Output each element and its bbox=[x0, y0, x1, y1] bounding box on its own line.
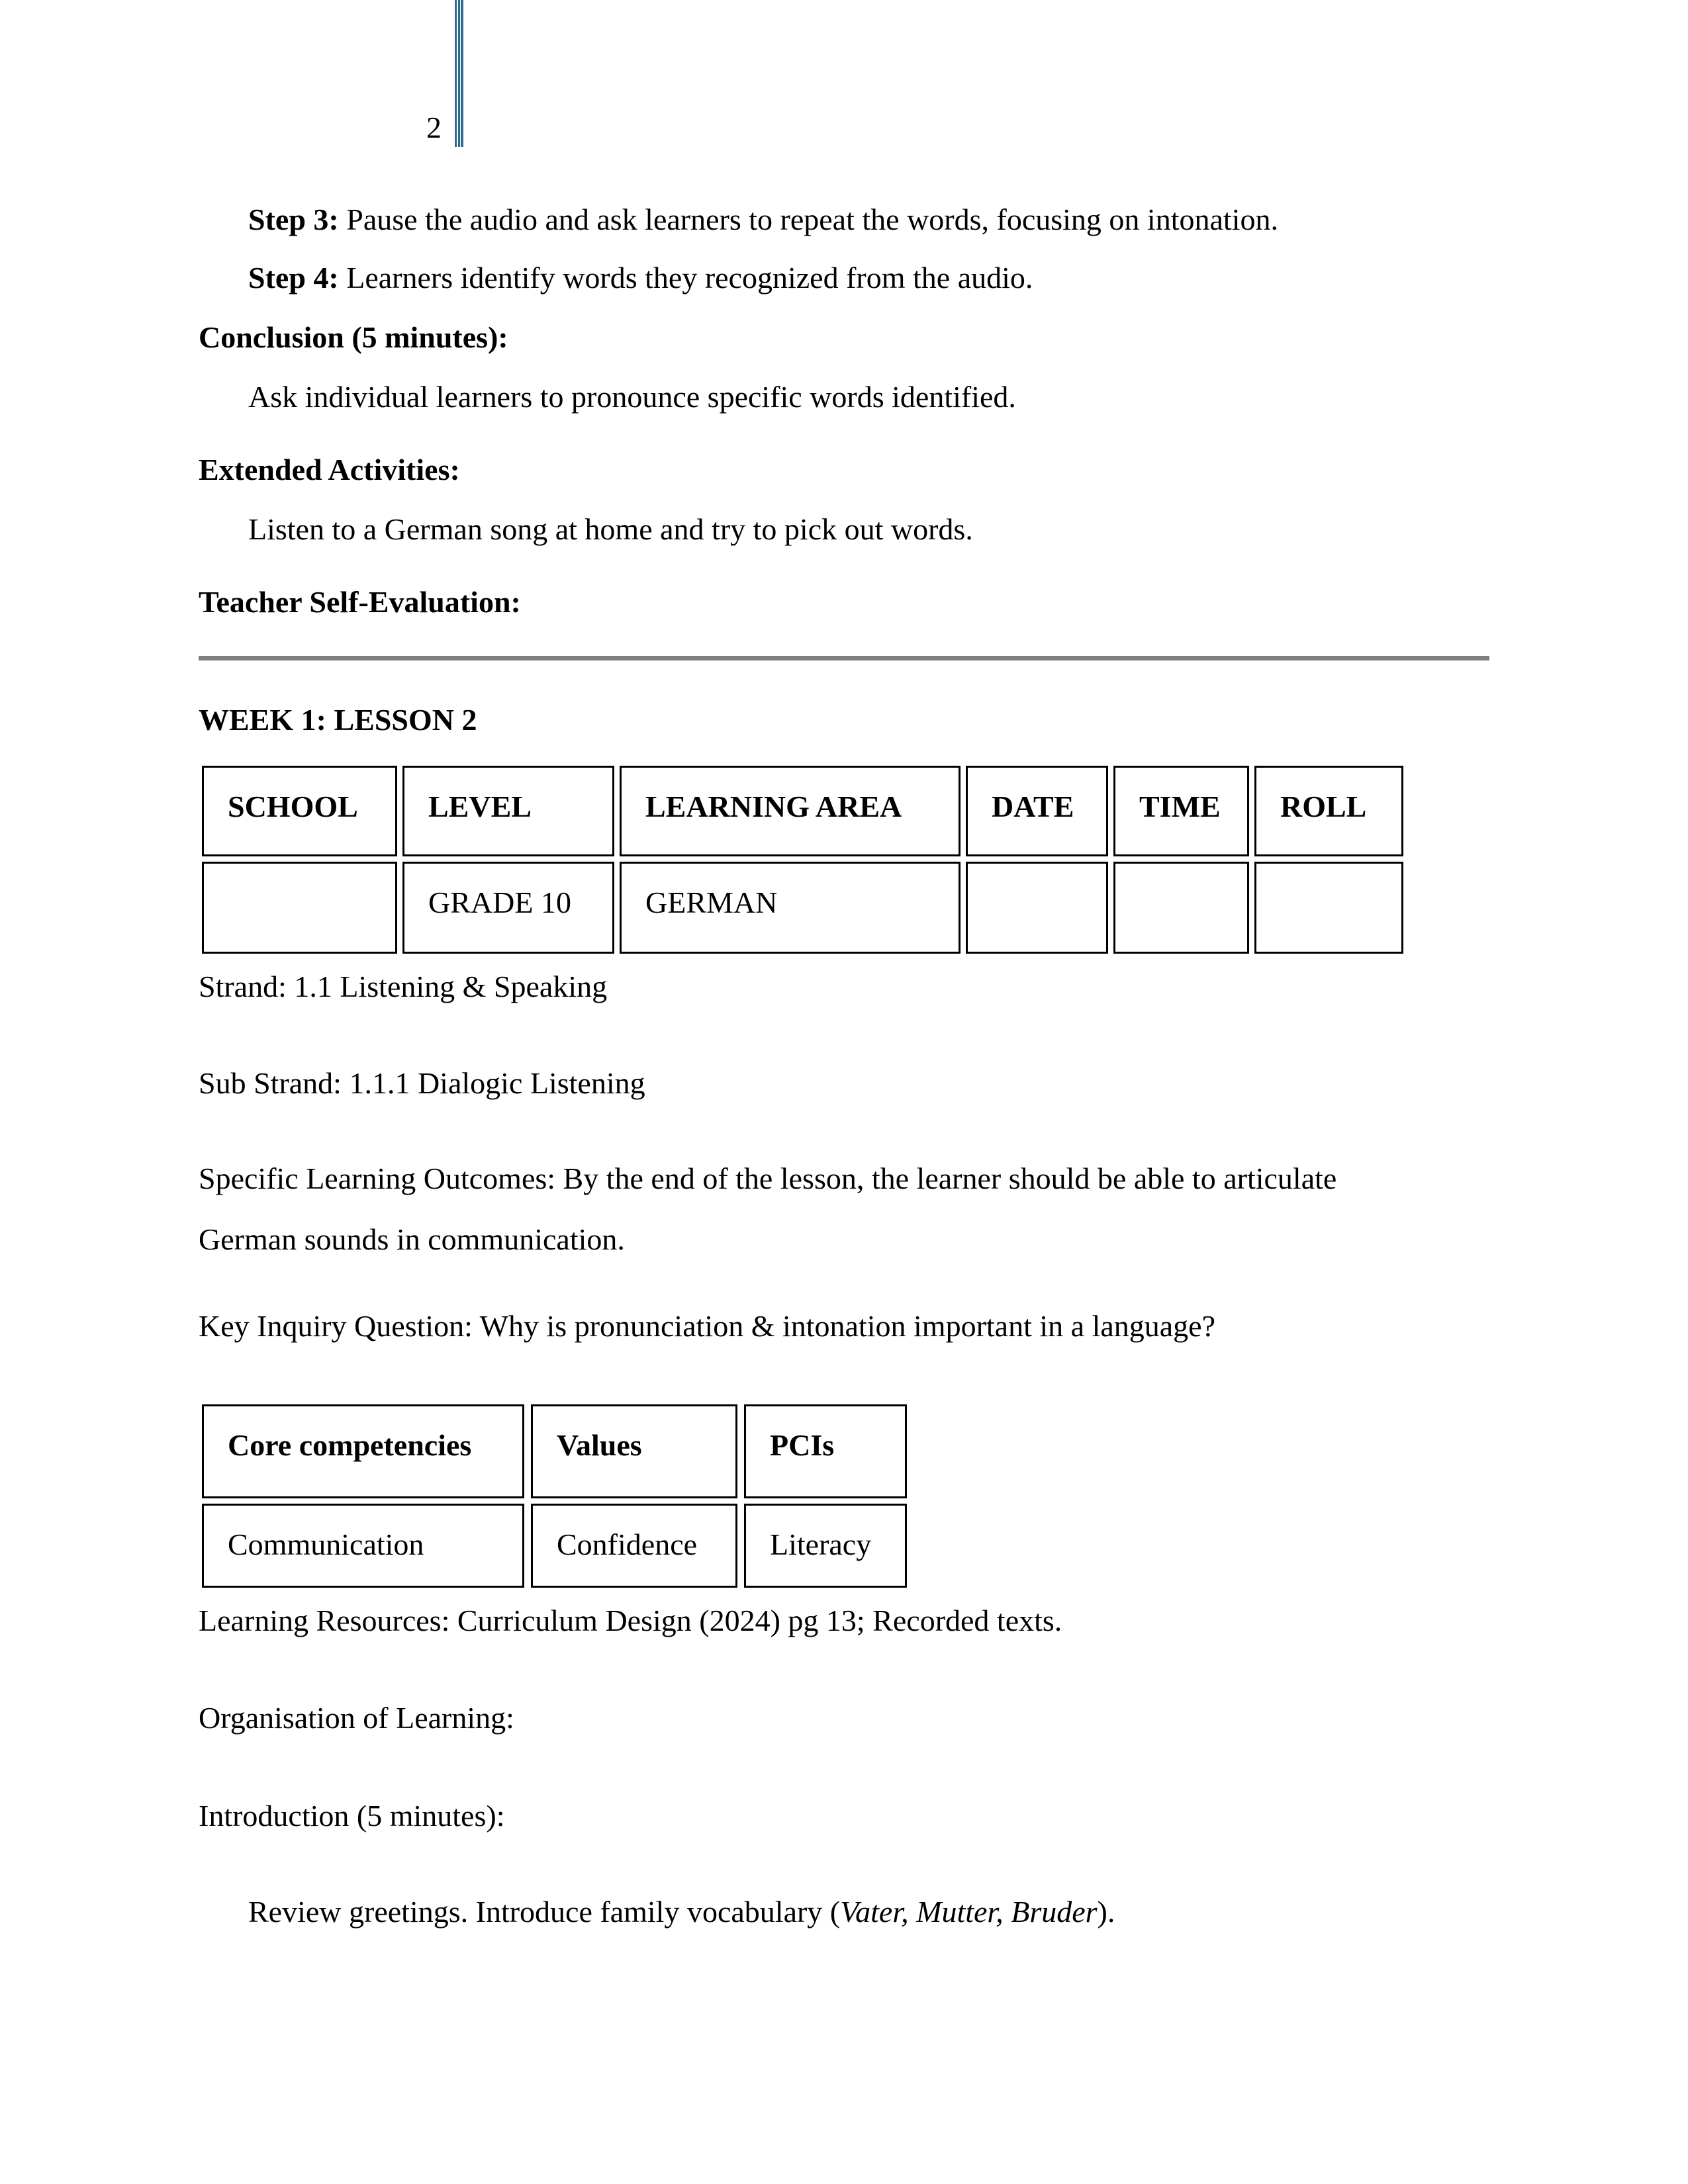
extended-activities-heading: Extended Activities: bbox=[199, 453, 460, 486]
extended-activities-body: Listen to a German song at home and try to pick out words. bbox=[248, 512, 973, 546]
document-body bbox=[199, 0, 1489, 1932]
review-italic-vocab: Vater, Mutter, Bruder bbox=[840, 1895, 1098, 1929]
step-3-paragraph bbox=[199, 200, 1489, 240]
specific-learning-outcomes bbox=[199, 1148, 1489, 1270]
step-3-text: Pause the audio and ask learners to repeat the words, focusing on intonation. bbox=[338, 203, 1278, 236]
step-4-text: Learners identify words they recognized from the audio. bbox=[338, 261, 1033, 295]
key-inquiry-text: Key Inquiry Question: Why is pronunciation & intonation important in a language? bbox=[199, 1309, 1216, 1343]
step-4-label: Step 4: bbox=[248, 261, 339, 295]
comp-value-communication: Communication bbox=[202, 1504, 524, 1588]
lesson-heading: WEEK 1: LESSON 2 bbox=[199, 703, 477, 737]
learning-resources-text: Learning Resources: Curriculum Design (2024) pg 13; Recorded texts. bbox=[199, 1604, 1062, 1637]
info-value-school bbox=[202, 862, 397, 954]
step-4-paragraph bbox=[199, 258, 1489, 298]
info-header-learning-area: LEARNING AREA bbox=[620, 766, 961, 856]
conclusion-body: Ask individual learners to pronounce specific words identified. bbox=[248, 380, 1016, 414]
page-number: 2 bbox=[426, 111, 442, 144]
info-value-roll bbox=[1254, 862, 1403, 954]
comp-value-confidence: Confidence bbox=[531, 1504, 737, 1588]
outcomes-line-1: Specific Learning Outcomes: By the end of the lesson, the learner should be able to articulate bbox=[199, 1161, 1337, 1195]
info-header-roll: ROLL bbox=[1254, 766, 1403, 856]
review-suffix: ). bbox=[1097, 1895, 1115, 1929]
conclusion-heading: Conclusion (5 minutes): bbox=[199, 320, 508, 354]
comp-value-literacy: Literacy bbox=[744, 1504, 907, 1588]
info-header-time: TIME bbox=[1113, 766, 1249, 856]
comp-header-pcis: PCIs bbox=[744, 1404, 907, 1498]
info-value-level: GRADE 10 bbox=[402, 862, 614, 954]
competency-table bbox=[202, 1404, 1489, 1588]
comp-header-core-competencies: Core competencies bbox=[202, 1404, 524, 1498]
outcomes-line-2: German sounds in communication. bbox=[199, 1222, 625, 1256]
info-value-time bbox=[1113, 862, 1249, 954]
review-paragraph bbox=[199, 1892, 1489, 1932]
info-header-date: DATE bbox=[966, 766, 1108, 856]
sub-strand-text: Sub Strand: 1.1.1 Dialogic Listening bbox=[199, 1066, 645, 1100]
info-value-learning-area: GERMAN bbox=[620, 862, 961, 954]
horizontal-divider bbox=[199, 656, 1489, 660]
review-prefix: Review greetings. Introduce family vocabulary ( bbox=[248, 1895, 841, 1929]
info-header-school: SCHOOL bbox=[202, 766, 397, 856]
strand-text: Strand: 1.1 Listening & Speaking bbox=[199, 970, 608, 1003]
info-header-level: LEVEL bbox=[402, 766, 614, 856]
comp-header-values: Values bbox=[531, 1404, 737, 1498]
organisation-text: Organisation of Learning: bbox=[199, 1701, 514, 1735]
info-value-date bbox=[966, 862, 1108, 954]
step-3-label: Step 3: bbox=[248, 203, 339, 236]
introduction-heading: Introduction (5 minutes): bbox=[199, 1799, 505, 1833]
teacher-self-evaluation-heading: Teacher Self-Evaluation: bbox=[199, 585, 521, 619]
lesson-info-table bbox=[202, 766, 1489, 954]
